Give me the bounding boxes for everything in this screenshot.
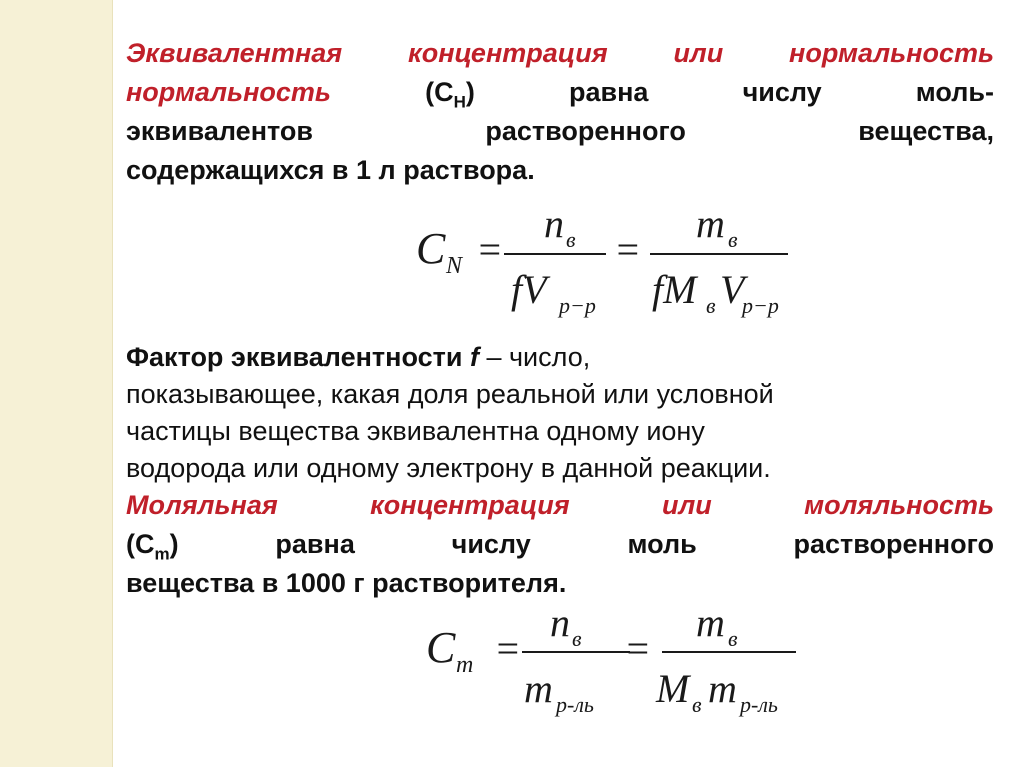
formula1-den2-sub2: р−р bbox=[742, 293, 779, 318]
molality-formula bbox=[426, 600, 816, 730]
formula1-den1: fV bbox=[511, 267, 547, 312]
formula1-den2-a: fM bbox=[652, 267, 697, 312]
formula2-eq2: = bbox=[624, 626, 651, 671]
normality-term-part2: нормальность bbox=[126, 77, 331, 107]
factor-term: Фактор эквивалентности bbox=[126, 342, 463, 372]
formula1-den2-sub1: в bbox=[706, 293, 716, 318]
formula1-eq2: = bbox=[614, 227, 641, 272]
formula1-eq1: = bbox=[476, 227, 503, 272]
formula2-den2-b: m bbox=[708, 666, 737, 711]
formula2-den2-a: M bbox=[656, 666, 690, 711]
molality-term2: моляльность bbox=[804, 490, 994, 520]
formula1-lhs-sub: N bbox=[446, 253, 463, 279]
slide-side-bar bbox=[0, 0, 113, 767]
normality-symbol: $(С_Н)$ bbox=[425, 77, 475, 112]
molality-definition-line3: вещества в 1000 г растворителя. bbox=[126, 568, 567, 598]
formula2-den1-sub: р-ль bbox=[556, 692, 594, 717]
formula1-num1-sub: в bbox=[566, 227, 576, 252]
formula1-den2-b: V bbox=[720, 267, 745, 312]
factor-definition-line3: частицы вещества эквивалентна одному иону bbox=[126, 416, 705, 446]
formula2-eq1: = bbox=[494, 626, 521, 671]
factor-definition-line4: водорода или одному электрону в данной реакции. bbox=[126, 453, 771, 483]
molality-text: равна числу моль растворенного bbox=[275, 529, 994, 559]
formula1-num2-sub: в bbox=[728, 227, 738, 252]
normality-definition-line3: эквивалентов растворенного вещества, bbox=[126, 116, 994, 146]
formula2-num2-sub: в bbox=[728, 626, 738, 651]
formula1-num1: n bbox=[544, 203, 564, 246]
molality-conj: или bbox=[662, 490, 712, 520]
formula1-lhs: C bbox=[416, 224, 446, 273]
normality-formula bbox=[416, 203, 806, 328]
molality-symbol: $(С_m)$ bbox=[126, 529, 179, 564]
formula2-den2-sub1: в bbox=[692, 692, 702, 717]
formula2-lhs-sub: m bbox=[456, 652, 474, 678]
normality-definition-line4: содержащихся в 1 л раствора. bbox=[126, 155, 535, 185]
normality-text: равна числу моль- bbox=[569, 77, 994, 107]
formula2-lhs: C bbox=[426, 623, 456, 672]
formula2-num2: m bbox=[696, 600, 725, 645]
normality-term: Эквивалентная концентрация или нормальность bbox=[126, 38, 994, 68]
formula2-den2-sub2: р-ль bbox=[740, 692, 778, 717]
molality-term1: Моляльная концентрация bbox=[126, 490, 570, 520]
factor-definition-line2: показывающее, какая доля реальной или условной bbox=[126, 379, 774, 409]
normality-definition-line1 bbox=[126, 34, 994, 73]
formula2-num1-sub: в bbox=[572, 626, 582, 651]
factor-symbol: f bbox=[469, 342, 479, 372]
formula2-den1: m bbox=[524, 666, 553, 711]
formula2-num1: n bbox=[550, 600, 570, 645]
factor-text: – число, bbox=[486, 342, 591, 372]
formula1-num2: m bbox=[696, 203, 725, 246]
formula1-den1-sub: р−р bbox=[559, 293, 596, 318]
molality-definition-line1 bbox=[126, 486, 994, 525]
factor-definition-line1 bbox=[126, 338, 994, 377]
